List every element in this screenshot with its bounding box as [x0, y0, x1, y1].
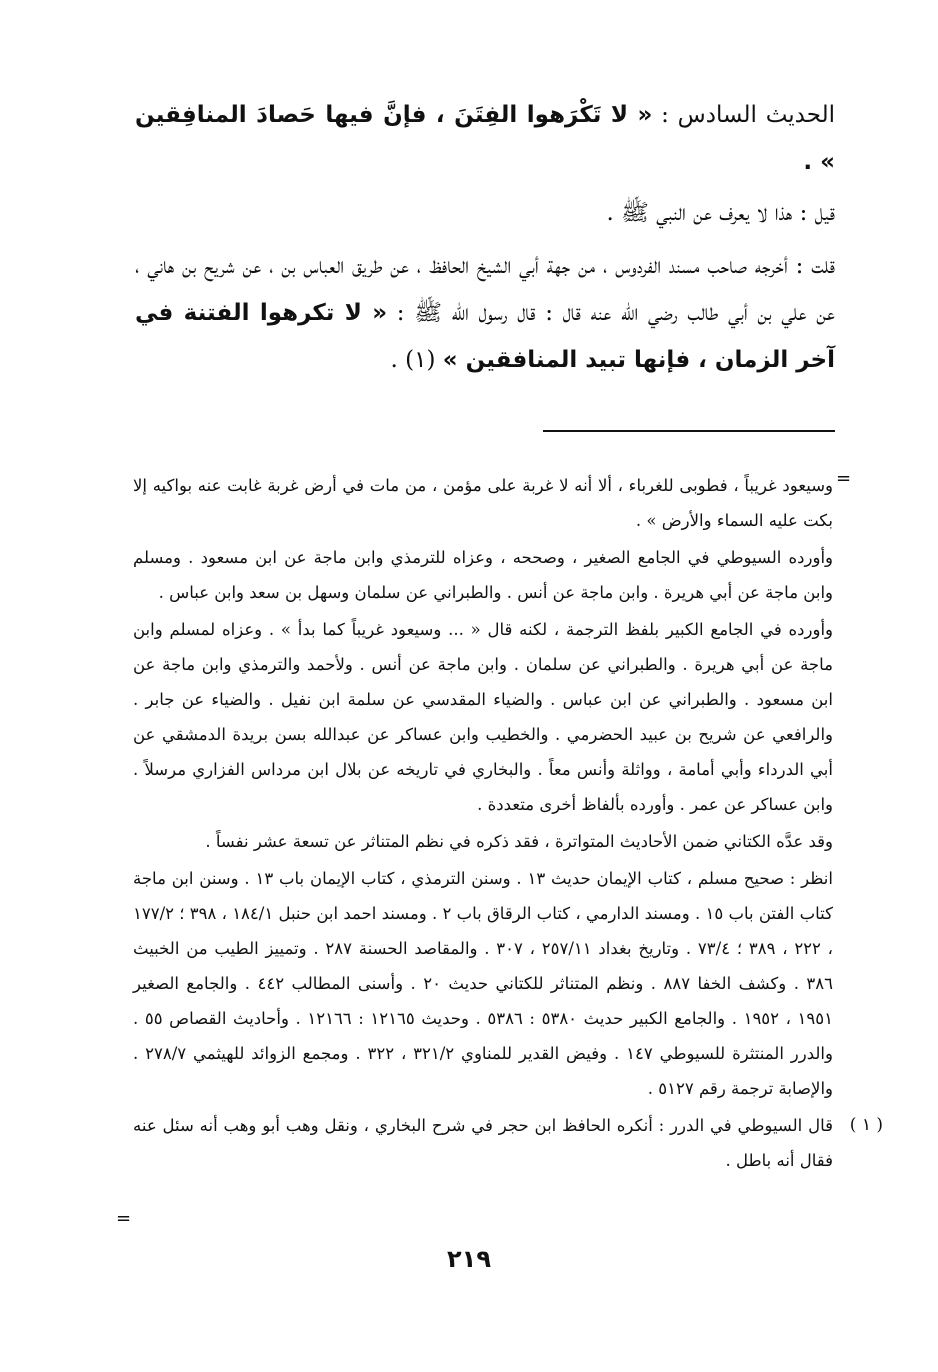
- qult-paragraph: [135, 243, 835, 384]
- main-body-text: [135, 92, 835, 388]
- footnote-1: [133, 1108, 883, 1178]
- footnote-divider: [543, 430, 835, 432]
- qult-quote: « لا تكرهوا الفتنة في آخر الزمان ، فإنها تبيد المنافقين »: [135, 300, 835, 373]
- hadith-heading-paragraph: [135, 92, 835, 186]
- continuation-mark-top: =: [836, 468, 852, 489]
- footnote-paragraph-2: وأورده السيوطي في الجامع الصغير ، وصححه ، وعزاه للترمذي وابن ماجة عن ابن مسعود . ومسلم وابن ماجة عن أبي هريرة . وابن ماجة عن أنس . والطبراني عن سلمان وسهل بن سعد وابن عباس .: [133, 548, 833, 602]
- hadith-intro: الحديث السادس :: [652, 102, 836, 128]
- qult-ref: (١) .: [390, 347, 443, 373]
- page-number: ٢١٩: [447, 1245, 491, 1273]
- qil-paragraph: قيل : هذا لا يعرف عن النبي ﷺ .: [606, 200, 835, 226]
- footnote-paragraph-1: وسيعود غريباً ، فطوبى للغرباء ، ألا أنه لا غربة على مؤمن ، من مات في أرض غربة غابت عنه بواكيه إلا بكت عليه السماء والأرض » .: [133, 476, 833, 530]
- footnotes-section: [133, 462, 883, 1180]
- footnote-1-text: قال السيوطي في الدرر : أنكره الحافظ ابن حجر في شرح البخاري ، ونقل وهب أبو وهب أنه سئل عنه فقال أنه باطل .: [133, 1116, 833, 1170]
- hadith-text: « لا تَكْرَهوا الفِتَنَ ، فإنَّ فيها حَصادَ المنافِقين » .: [135, 102, 835, 175]
- footnote-paragraph-5: انظر : صحيح مسلم ، كتاب الإيمان حديث ١٣ . وسنن الترمذي ، كتاب الإيمان باب ١٣ . وسنن ابن ماجة كتاب الفتن باب ١٥ . ومسند الدارمي ، كتاب الرقاق باب ٢ . ومسند احمد ابن حنبل ١٨٤/١ ، ٣٩٨ ؛ ١٧٧/٢ ، ٢٢٢ ، ٣٨٩ ؛ ٧٣/٤ . وتاريخ بغداد ٢٥٧/١١ ، ٣٠٧ . والمقاصد الحسنة ٢٨٧ . وتمييز الطيب من الخبيث ٣٨٦ . وكشف الخفا ٨٨٧ . ونظم المتناثر للكتاني حديث ٢٠ . وأسنى المطالب ٤٤٢ . والجامع الصغير ١٩٥١ ، ١٩٥٢ . والجامع الكبير حديث ٥٣٨٠ : ٥٣٨٦ . وحديث ١٢١٦٥ : ١٢١٦٦ . وأحاديث القصاص ٥٥ . والدرر المنتثرة للسيوطي ١٤٧ . وفيض القدير للمناوي ٣٢١/٢ ، ٣٢٢ . ومجمع الزوائد للهيثمي ٢٧٨/٧ . والإصابة ترجمة رقم ٥١٢٧ .: [133, 869, 834, 1098]
- qult-text: قلت : أخرجه صاحب مسند الفردوس ، من جهة أبي الشيخ الحافظ ، عن طريق العباس بن ، عن شريح بن هاني ، عن علي بن أبي طالب رضي الله عنه قال : قال رسول الله ﷺ :: [135, 253, 835, 326]
- continuation-mark-bottom: =: [116, 1208, 132, 1229]
- footnote-1-marker: ( ١ ): [849, 1115, 883, 1135]
- footnote-paragraph-4: وقد عدَّه الكتاني ضمن الأحاديث المتواترة ، فقد ذكره في نظم المتناثر عن تسعة عشر نفساً .: [205, 832, 833, 851]
- footnote-paragraph-3: وأورده في الجامع الكبير بلفظ الترجمة ، لكنه قال « ... وسيعود غريباً كما بدأ » . وعزاه لمسلم وابن ماجة عن أبي هريرة . والطبراني عن سلمان . وابن ماجة عن أنس . ولأحمد والترمذي وابن ماجة عن ابن مسعود . والطبراني عن ابن عباس . والضياء المقدسي عن سلمة ابن نفيل . والضياء عن جابر . والرافعي عن شريح بن عبيد الحضرمي . والخطيب وابن عساكر عن عبدالله بسن بريدة الدمشقي عن أبي الدرداء وأبي أمامة ، وواثلة وأنس معاً . والبخاري في تاريخه عن بلال ابن مرداس الفزاري مرسلاً . وابن عساكر عن عمر . وأورده بألفاظ أخرى متعددة .: [133, 620, 833, 814]
